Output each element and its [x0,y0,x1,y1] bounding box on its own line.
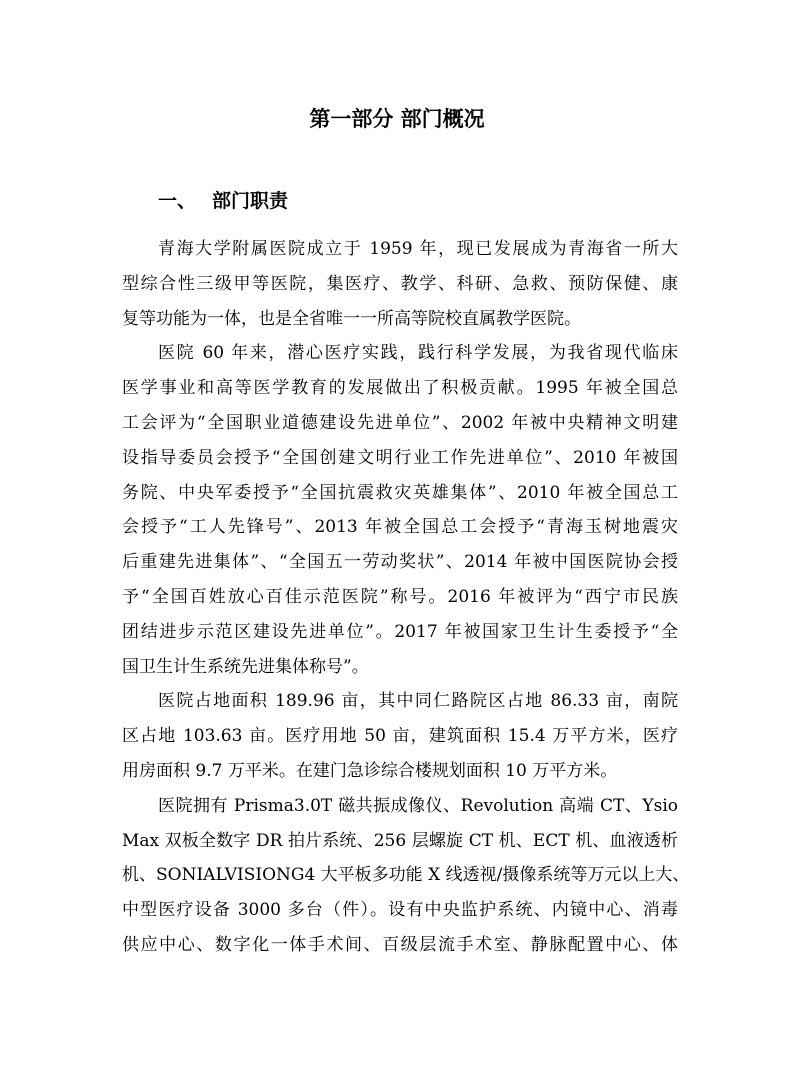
paragraph-line: 团结进步示范区建设先进单位”。2017 年被国家卫生计生委授予“全 [122,621,678,642]
paragraph [122,789,690,963]
body-text [122,232,690,963]
section-heading [158,187,288,215]
paragraph-line: 中型医疗设备 3000 多台（件）。设有中央监护系统、内镜中心、消毒 [122,900,678,921]
paragraph-line: 务院、中央军委授予“全国抗震救灾英雄集体”、2010 年被全国总工 [122,482,678,503]
paragraph-line: 型综合性三级甲等医院，集医疗、教学、科研、急救、预防保健、康 [122,273,678,294]
paragraph [122,336,678,684]
paragraph [122,232,678,336]
paragraph-line: 青海大学附属医院成立于 1959 年，现已发展成为青海省一所大 [158,239,678,259]
paragraph-line: 医院占地面积 189.96 亩，其中同仁路院区占地 86.33 亩，南院 [158,691,678,712]
paragraph-line: 予“全国百姓放心百佳示范医院”称号。2016 年被评为“西宁市民族 [122,586,678,607]
paragraph-line: 区占地 103.63 亩。医疗用地 50 亩，建筑面积 15.4 万平方米，医疗 [122,726,678,747]
paragraph-line: 工会评为“全国职业道德建设先进单位”、2002 年被中央精神文明建 [122,412,678,433]
paragraph-line: 医院 60 年来，潜心医疗实践，践行科学发展，为我省现代临床 [158,343,678,364]
paragraph-line: 供应中心、数字化一体手术间、百级层流手术室、静脉配置中心、体 [122,934,678,955]
section-number: 一、 [158,190,197,212]
paragraph-line: 国卫生计生系统先进集体称号”。 [122,656,369,677]
paragraph-line: 复等功能为一体，也是全省唯一一所高等院校直属教学医院。 [122,308,581,329]
paragraph-line: 设指导委员会授予“全国创建文明行业工作先进单位”、2010 年被国 [122,447,678,468]
section-heading-text: 部门职责 [212,190,289,212]
paragraph-line: Max 双板全数字 DR 拍片系统、256 层螺旋 CT 机、ECT 机、血液透析 [122,830,678,851]
paragraph-line: 医院拥有 Prisma3.0T 磁共振成像仪、Revolution 高端 CT、Ysio [158,795,678,816]
page-title: 第一部分 部门概况 [309,107,485,131]
paragraph-line: 机、SONIALVISIONG4 大平板多功能 X 线透视/摄像系统等万元以上大、 [122,865,690,886]
paragraph-line: 用房面积 9.7 万平米。在建门急诊综合楼规划面积 10 万平方米。 [122,760,618,781]
paragraph-line: 医学事业和高等医学教育的发展做出了积极贡献。1995 年被全国总 [122,378,678,399]
paragraph-line: 会授予“工人先锋号”、2013 年被全国总工会授予“青海玉树地震灾 [122,517,678,538]
paragraph [122,684,678,788]
paragraph-line: 后重建先进集体”、“全国五一劳动奖状”、2014 年被中国医院协会授 [122,552,678,573]
